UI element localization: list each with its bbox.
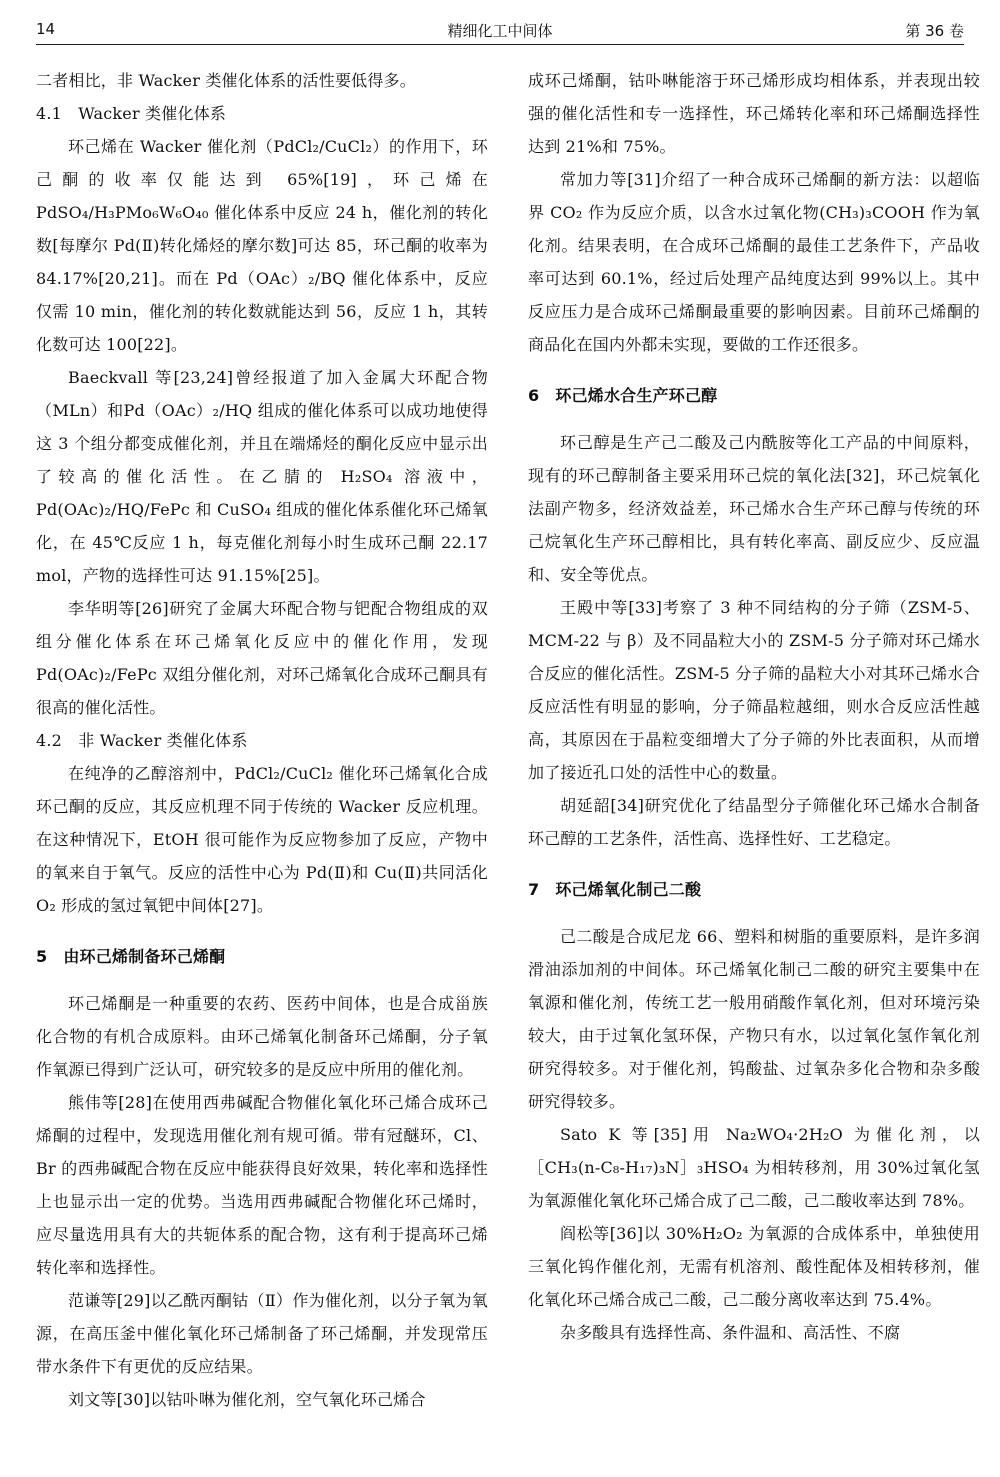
page-number: 14 [36,20,56,38]
left-column [36,64,488,1416]
paragraph: Baeckvall 等[23,24]曾经报道了加入金属大环配合物（MLn）和Pd（OAc）₂/HQ 组成的催化体系可以成功地使得这 3 个组分都变成催化剂，并且在端烯烃的酮化反应中显示出了较高的催化活性。在乙腈的 H₂SO₄ 溶液中，Pd(OAc)₂/HQ/FePc 和 CuSO₄ 组成的催化体系催化环己烯氧化，在 45℃反应 1 h，每克催化剂每小时生成环己酮 22.17 mol，产物的选择性可达 91.15%[25]。 [36,368,488,585]
paragraph: 阎松等[36]以 30%H₂O₂ 为氧源的合成体系中，单独使用三氧化钨作催化剂，无需有机溶剂、酸性配体及相转移剂，催化氧化环己烯合成己二酸，己二酸分离收率达到 75.4%。 [528,1224,980,1309]
section-heading-5 [36,940,488,973]
page-header [36,16,964,45]
section-title: 环己烯水合生产环己醇 [555,386,718,405]
subsection-heading-4-1: 4.1 Wacker 类催化体系 [36,104,227,123]
volume-number: 第 36 卷 [905,22,964,40]
paragraph: 成环己烯酮，钴卟啉能溶于环己烯形成均相体系，并表现出较强的催化活性和专一选择性，环己烯转化率和环己烯酮选择性达到 21%和 75%。 [528,71,980,156]
section-title: 由环己烯制备环己烯酮 [63,947,226,966]
paragraph: 熊伟等[28]在使用西弗碱配合物催化氧化环己烯合成环己烯酮的过程中，发现选用催化剂有规可循。带有冠醚环，Cl、Br 的西弗碱配合物在反应中能获得良好效果，转化率和选择性上也显示出一定的优势。当选用西弗碱配合物催化环己烯时，应尽量选用具有大的共轭体系的配合物，这有利于提高环己烯转化率和选择性。 [36,1093,488,1277]
section-number: 7 [528,880,540,899]
paragraph: 李华明等[26]研究了金属大环配合物与钯配合物组成的双组分催化体系在环己烯氧化反应中的催化作用，发现 Pd(OAc)₂/FePc 双组分催化剂，对环己烯氧化合成环己酮具有很高的催化活性。 [36,599,488,717]
paragraph: 在纯净的乙醇溶剂中，PdCl₂/CuCl₂ 催化环己烯氧化合成环己酮的反应，其反应机理不同于传统的 Wacker 反应机理。在这种情况下，EtOH 很可能作为反应物参加了反应，产物中的氧来自于氧气。反应的活性中心为 Pd(Ⅱ)和 Cu(Ⅱ)共同活化 O₂ 形成的氢过氧钯中间体[27]。 [36,764,488,915]
right-column [528,64,980,1349]
paragraph: 环己烯在 Wacker 催化剂（PdCl₂/CuCl₂）的作用下，环己酮的收率仅能达到 65%[19]，环己烯在 PdSO₄/H₃PMo₆W₆O₄₀ 催化体系中反应 24 h，催化剂的转化数[每摩尔 Pd(Ⅱ)转化烯烃的摩尔数]可达 85，环己酮的收率为 84.17%[20,21]。而在 Pd（OAc）₂/BQ 催化体系中，反应仅需 10 min，催化剂的转化数就能达到 56，反应 1 h，其转化数可达 100[22]。 [36,137,488,354]
paragraph: 范谦等[29]以乙酰丙酮钴（Ⅱ）作为催化剂，以分子氧为氧源，在高压釜中催化氧化环己烯制备了环己烯酮，并发现常压带水条件下有更优的反应结果。 [36,1291,488,1376]
section-number: 5 [36,947,48,966]
paragraph: 环己烯酮是一种重要的农药、医药中间体，也是合成甾族化合物的有机合成原料。由环己烯氧化制备环己烯酮，分子氧作氧源已得到广泛认可，研究较多的是反应中所用的催化剂。 [36,994,488,1079]
subsection-heading-4-2: 4.2 非 Wacker 类催化体系 [36,731,248,750]
paragraph: 二者相比，非 Wacker 类催化体系的活性要低得多。 [36,71,416,90]
paragraph: 王殿中等[33]考察了 3 种不同结构的分子筛（ZSM-5、MCM-22 与 β）及不同晶粒大小的 ZSM-5 分子筛对环己烯水合反应的催化活性。ZSM-5 分子筛的晶粒大小对其环己烯水合反应活性有明显的影响，分子筛晶粒越细，则水合反应活性越高，其原因在于晶粒变细增大了分子筛的外比表面积，从而增加了接近孔口处的活性中心的数量。 [528,598,980,782]
paragraph: 己二酸是合成尼龙 66、塑料和树脂的重要原料，是许多润滑油添加剂的中间体。环己烯氧化制己二酸的研究主要集中在氧源和催化剂，传统工艺一般用硝酸作氧化剂，但对环境污染较大，由于过氧化氢环保，产物只有水，以过氧化氢作氧化剂研究得较多。对于催化剂，钨酸盐、过氧杂多化合物和杂多酸研究得较多。 [528,927,980,1111]
paragraph: 胡延韶[34]研究优化了结晶型分子筛催化环己烯水合制备环己醇的工艺条件，活性高、选择性好、工艺稳定。 [528,796,980,848]
section-title: 环己烯氧化制己二酸 [555,880,702,899]
paragraph: 环己醇是生产己二酸及己内酰胺等化工产品的中间原料，现有的环己醇制备主要采用环己烷的氧化法[32]，环己烷氧化法副产物多，经济效益差，环己烯水合生产环己醇与传统的环己烷氧化生产环己醇相比，具有转化率高、副反应少、反应温和、安全等优点。 [528,433,980,584]
paragraph: 刘文等[30]以钴卟啉为催化剂，空气氧化环己烯合 [68,1390,426,1409]
section-heading-6 [528,379,980,412]
journal-title: 精细化工中间体 [447,22,553,40]
paragraph: 常加力等[31]介绍了一种合成环己烯酮的新方法：以超临界 CO₂ 作为反应介质，以含水过氧化物(CH₃)₃COOH 作为氧化剂。结果表明，在合成环己烯酮的最佳工艺条件下，产品收率可达到 60.1%，经过后处理产品纯度达到 99%以上。其中反应压力是合成环己烯酮最重要的影响因素。目前环己烯酮的商品化在国内外都未实现，要做的工作还很多。 [528,170,980,354]
section-heading-7 [528,873,980,906]
paragraph: 杂多酸具有选择性高、条件温和、高活性、不腐 [560,1323,901,1342]
paragraph: Sato K 等[35]用 Na₂WO₄·2H₂O 为催化剂，以［CH₃(n-C₈-H₁₇)₃N］₃HSO₄ 为相转移剂，用 30%过氧化氢为氧源催化氧化环己烯合成了己二酸，己二酸收率达到 78%。 [528,1125,980,1210]
section-number: 6 [528,386,540,405]
